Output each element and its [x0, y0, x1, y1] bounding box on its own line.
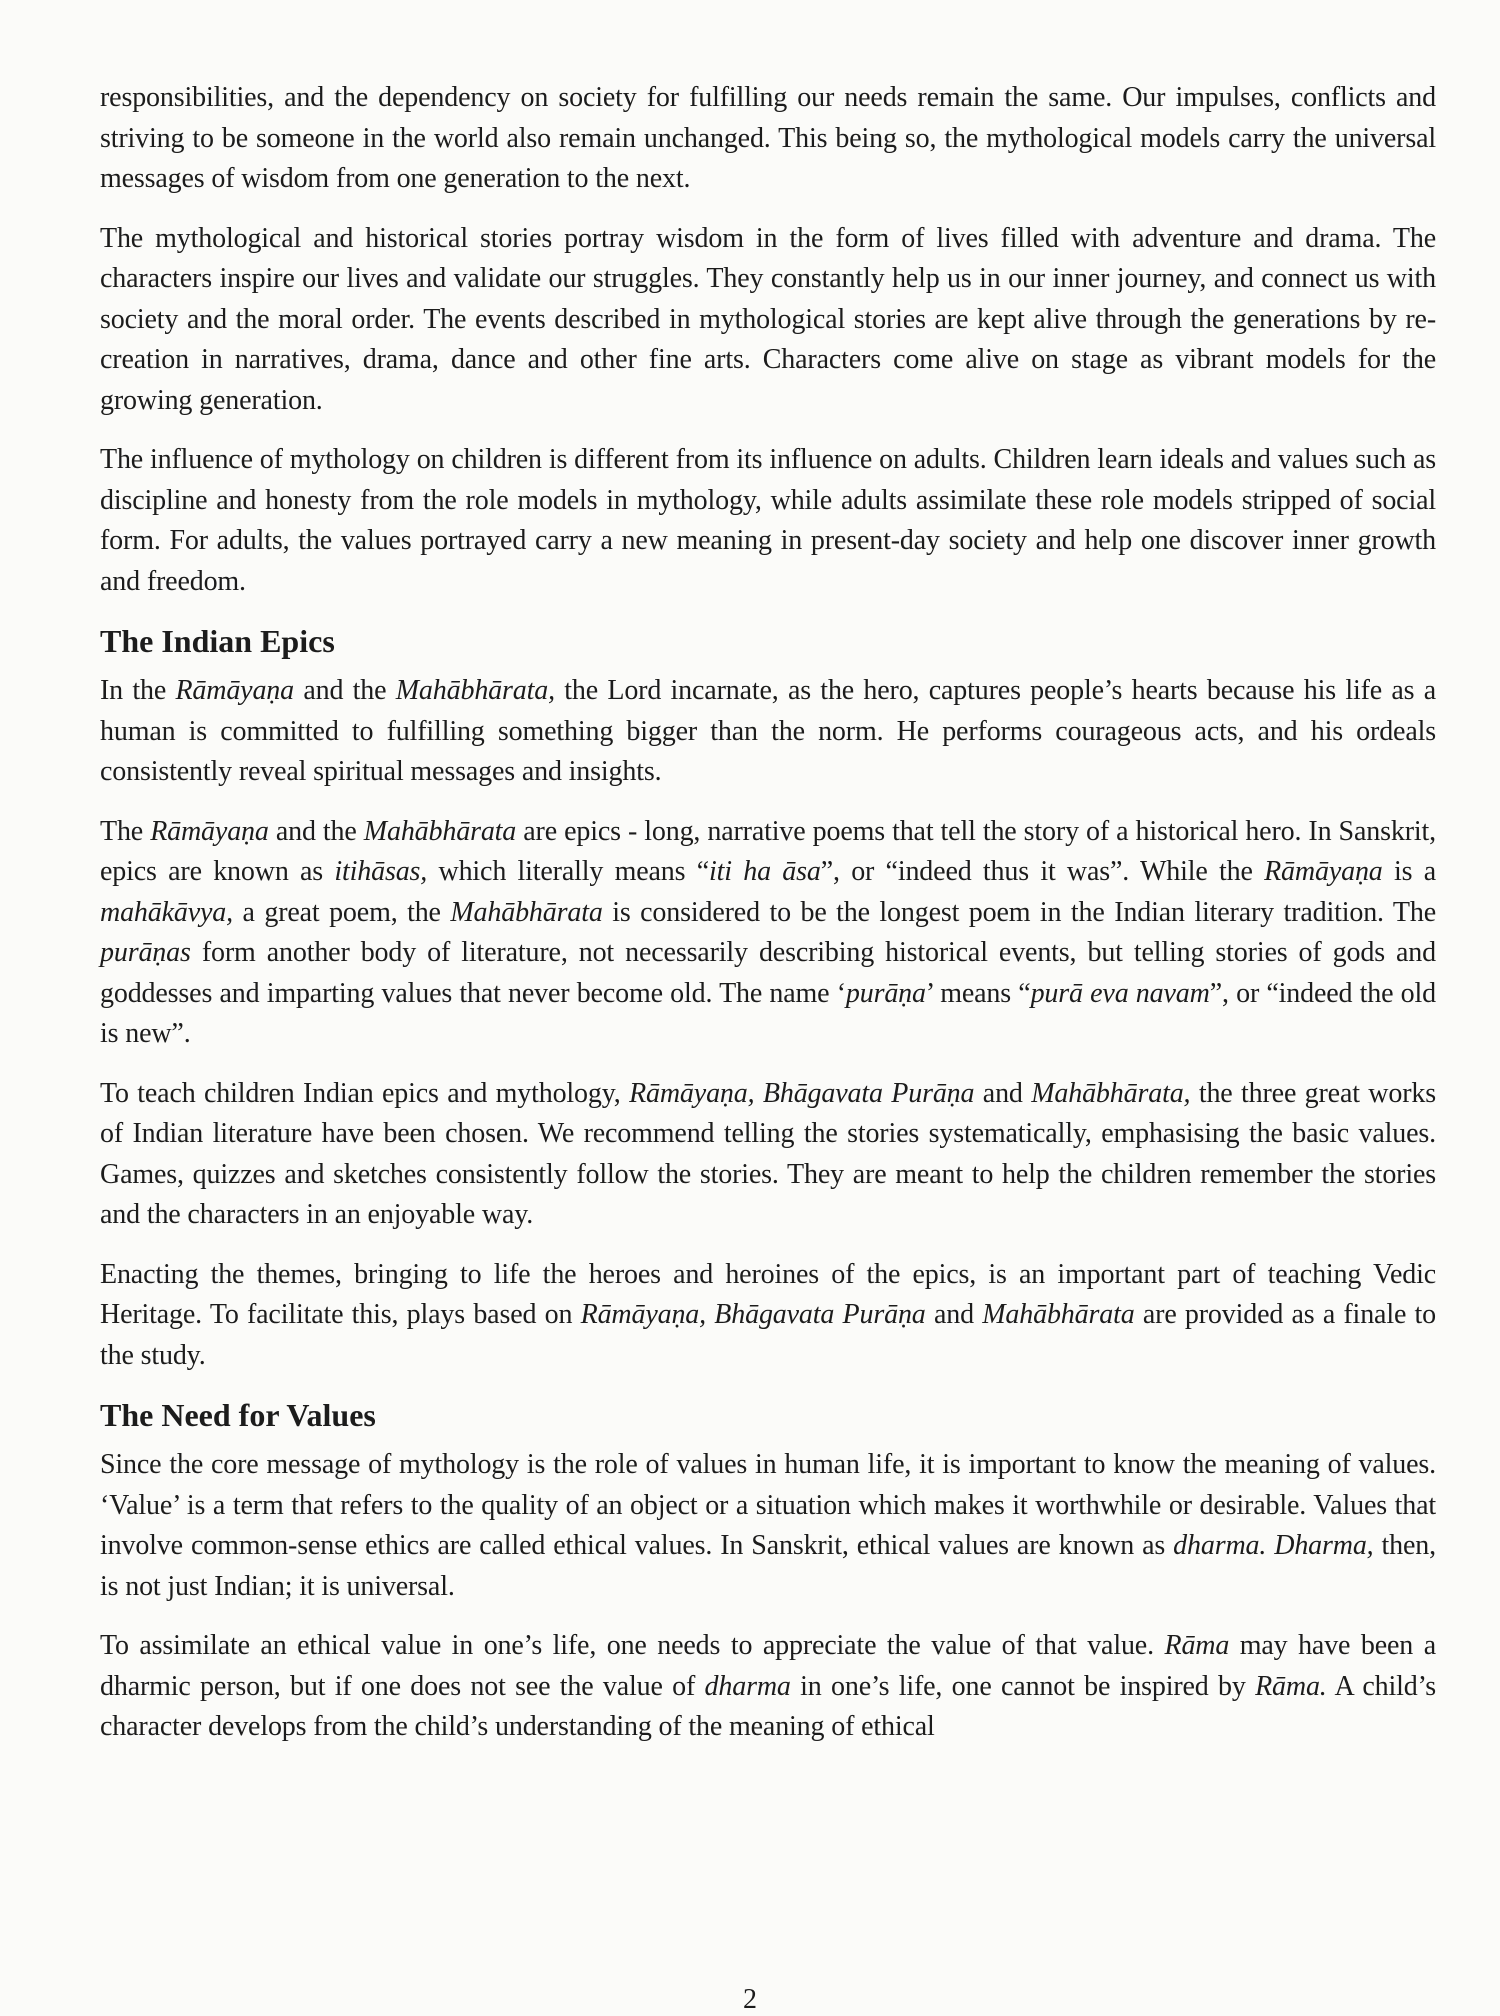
page-number: 2: [743, 1984, 757, 2015]
paragraph-mythological-stories: The mythological and historical stories portray wisdom in the form of lives filled with adventure and drama. The characters inspire our lives and validate our struggles. They constantly help us in our inner journey, and connect us with society and the moral order. The events described in mythological stories are kept alive through the generations by re-creation in narratives, drama, dance and other fine arts. Characters come alive on stage as vibrant models for the growing generation.: [100, 222, 1436, 416]
paragraph-influence-on-children: The influence of mythology on children is different from its influence on adults. Children learn ideals and values such as discipline and honesty from the role models in mythology, while adults assimilate these role models stripped of social form. For adults, the values portrayed carry a new meaning in present-day society and help one discover inner growth and freedom.: [100, 444, 1436, 597]
paragraph-epics-definition: The Rāmāyaṇa and the Mahābhārata are epics - long, narrative poems that tell the story of a historical hero. In Sanskrit, epics are known as itihāsas, which literally means “iti ha āsa”, or “indeed thus it was”. While the Rāmāyaṇa is a mahākāvya, a great poem, the Mahābhārata is considered to be the longest poem in the Indian literary tradition. The purāṇas form another body of literature, not necessarily describing historical events, but telling stories of gods and goddesses and imparting values that never become old. The name ‘purāṇa’ means “purā eva navam”, or “indeed the old is new”.: [100, 815, 1436, 1049]
paragraph-teach-children: To teach children Indian epics and mythology, Rāmāyaṇa, Bhāgavata Purāṇa and Mahābhārata, the three great works of Indian literature have been chosen. We recommend telling the stories systematically, emphasising the basic values. Games, quizzes and sketches consistently follow the stories. They are meant to help the children remember the stories and the characters in an enjoyable way.: [100, 1077, 1436, 1230]
paragraph-lord-incarnate: In the Rāmāyaṇa and the Mahābhārata, the Lord incarnate, as the hero, captures people’s hearts because his life as a human is committed to fulfilling something bigger than the norm. He performs courageous acts, and his ordeals consistently reveal spiritual messages and insights.: [100, 675, 1436, 787]
heading-need-for-values: The Need for Values: [100, 1397, 376, 1433]
paragraph-core-message: Since the core message of mythology is the role of values in human life, it is important to know the meaning of values. ‘Value’ is a term that refers to the quality of an object or a situation which makes it worthwhile or desirable. Values that involve common-sense ethics are called ethical values. In Sanskrit, ethical values are known as dharma. Dharma, then, is not just Indian; it is universal.: [100, 1449, 1436, 1602]
paragraph-assimilate-value: To assimilate an ethical value in one’s life, one needs to appreciate the value of that value. Rāma may have been a dharmic person, but if one does not see the value of dharma in one’s life, one cannot be inspired by Rāma. A child’s character develops from the child’s understanding of the meaning of ethical: [100, 1630, 1436, 1742]
paragraph-enacting-themes: Enacting the themes, bringing to life the heroes and heroines of the epics, is an important part of teaching Vedic Heritage. To facilitate this, plays based on Rāmāyaṇa, Bhāgavata Purāṇa and Mahābhārata are provided as a finale to the study.: [100, 1258, 1436, 1371]
page-body: [100, 78, 1436, 1767]
heading-indian-epics: The Indian Epics: [100, 623, 335, 659]
paragraph-responsibilities: responsibilities, and the dependency on society for fulfilling our needs remain the same. Our impulses, conflicts and striving to be someone in the world also remain unchanged. This being so, the mythological models carry the universal messages of wisdom from one generation to the next.: [100, 82, 1436, 194]
